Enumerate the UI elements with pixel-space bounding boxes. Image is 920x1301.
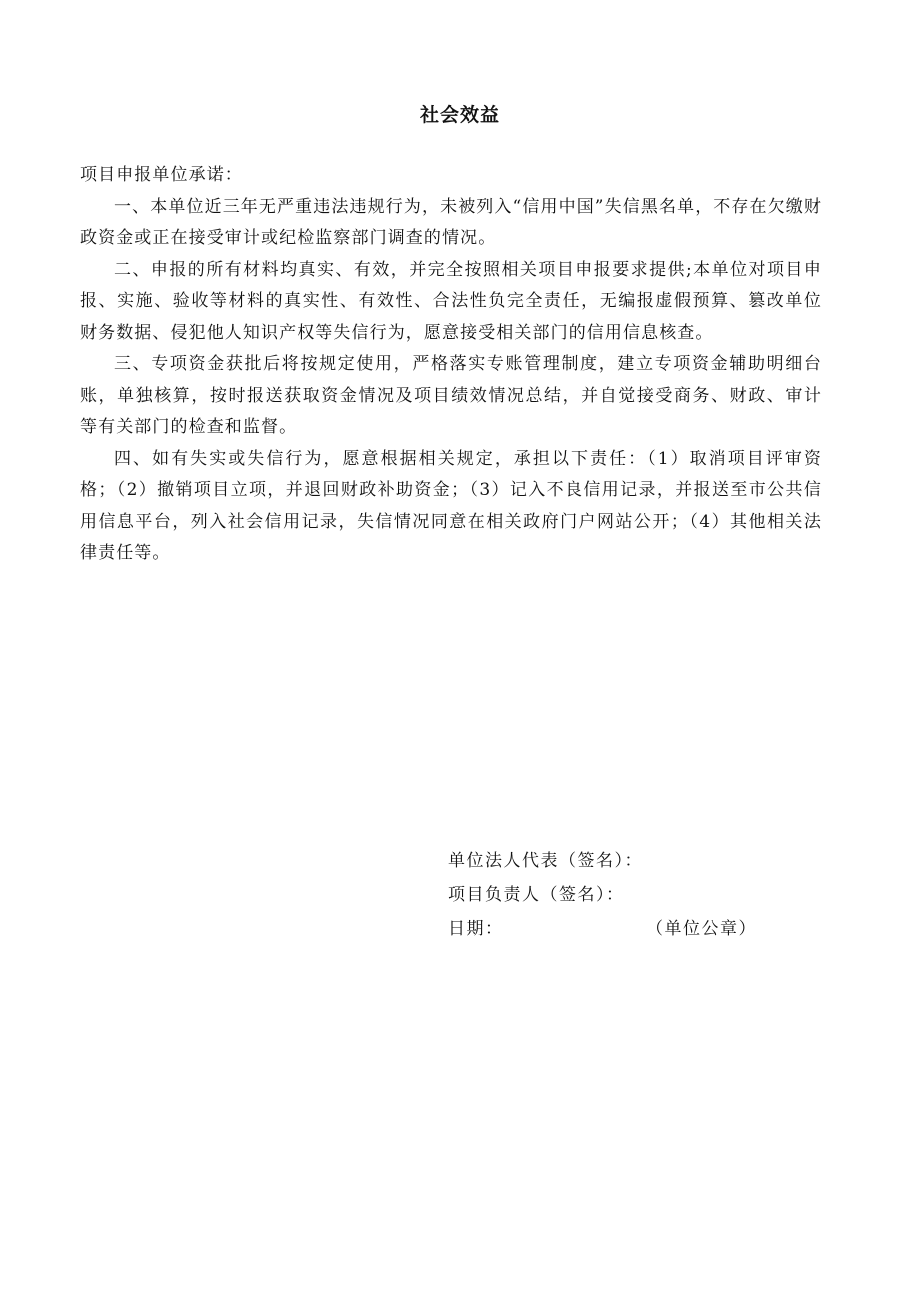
pledge-paragraph-1: 一、本单位近三年无严重违法违规行为，未被列入“信用中国”失信黑名单，不存在欠缴财政资金或正在接受审计或纪检监察部门调查的情况。 xyxy=(80,196,822,248)
project-lead-signature-line xyxy=(448,878,888,912)
pledge-paragraph-4: 四、如有失实或失信行为，愿意根据相关规定，承担以下责任：（1）取消项目评审资格；（2）撤销项目立项，并退回财政补助资金；（3）记入不良信用记录，并报送至市公共信用信息平台，列入社会信用记录，失信情况同意在相关政府门户网站公开；（4）其他相关法律责任等。 xyxy=(80,448,822,563)
pledge-body xyxy=(80,160,822,570)
pledge-paragraph-2: 二、申报的所有材料均真实、有效，并完全按照相关项目申报要求提供;本单位对项目申报、实施、验收等材料的真实性、有效性、合法性负完全责任，无编报虚假预算、篡改单位财务数据、侵犯他人知识产权等失信行为，愿意接受相关部门的信用信息核查。 xyxy=(80,259,822,343)
date-line xyxy=(448,912,888,946)
legal-rep-label: 单位法人代表（签名）： xyxy=(448,851,643,871)
document-title: 社会效益 xyxy=(419,104,500,126)
legal-rep-signature-line xyxy=(448,844,888,878)
pledge-paragraph-3: 三、专项资金获批后将按规定使用，严格落实专账管理制度，建立专项资金辅助明细台账，单独核算，按时报送获取资金情况及项目绩效情况总结，并自觉接受商务、财政、审计等有关部门的检查和监督。 xyxy=(80,354,822,437)
pledge-intro: 项目申报单位承诺： xyxy=(80,165,243,185)
project-lead-label: 项目负责人（签名）： xyxy=(448,885,625,905)
date-label: 日期： xyxy=(448,919,504,939)
seal-label: （单位公章） xyxy=(646,919,757,939)
signature-block xyxy=(448,844,888,946)
